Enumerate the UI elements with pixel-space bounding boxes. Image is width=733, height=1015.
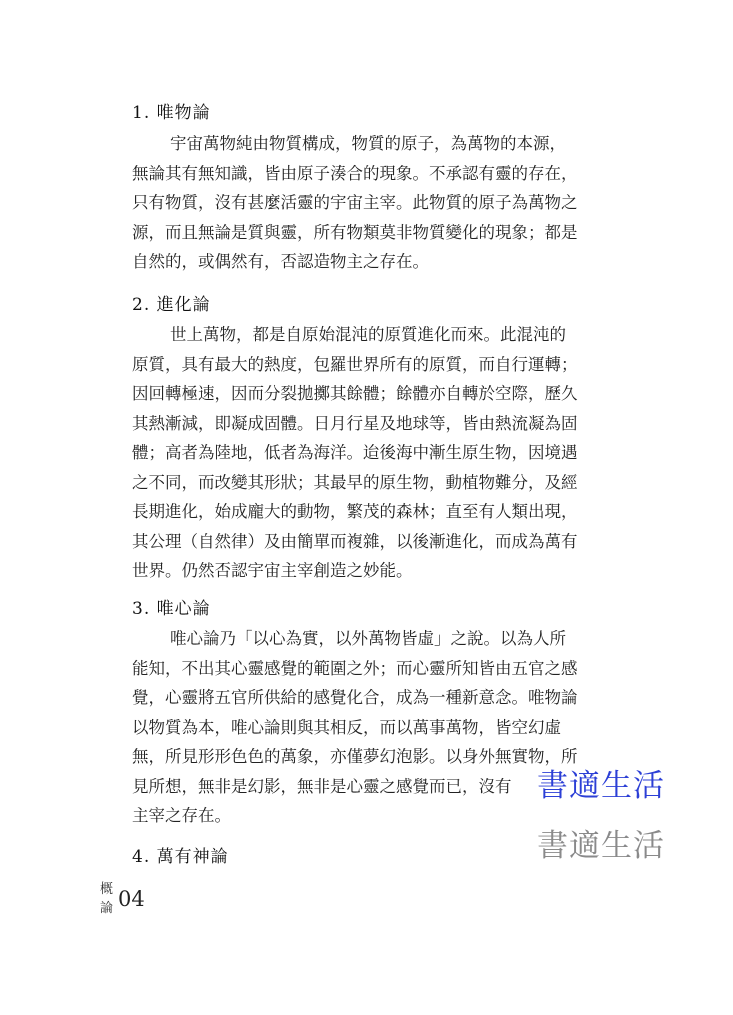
body-line: 自然的，或偶然有，否認造物主之存在。 [132,252,429,271]
body-line: 能知，不出其心靈感覺的範圍之外；而心靈所知皆由五官之感 [132,658,578,678]
section-2-heading [132,290,211,315]
section-2-number: 2. [132,295,151,315]
section-1-number: 1. [132,103,151,123]
section-2-body [132,320,632,586]
section-3-number: 3. [132,599,151,619]
section-1-title: 唯物論 [156,103,211,123]
body-line: 只有物質，沒有甚麼活靈的宇宙主宰。此物質的原子為萬物之 [132,193,578,212]
body-line: 唯心論乃「以心為實，以外萬物皆虛」之說。以為人所 [170,629,566,648]
folio-label-char: 概 [100,882,114,897]
body-line: 無論其有無知識，皆由原子湊合的現象。不承認有靈的存在， [132,163,578,183]
watermark-blue: 書適生活 [537,768,665,804]
section-3-title: 唯心論 [156,599,211,619]
section-4-number: 4. [132,847,151,867]
body-line: 長期進化，始成龐大的動物，繁茂的森林；直至有人類出現， [132,502,578,521]
body-line: 之不同，而改變其形狀；其最早的原生物，動植物難分，及經 [132,472,578,492]
body-line: 原質，具有最大的熱度，包羅世界所有的原質，而自行運轉； [132,354,578,374]
body-line: 主宰之存在。 [132,806,231,825]
body-line: 體；高者為陸地，低者為海洋。迨後海中漸生原生物，因境遇 [132,443,578,462]
section-1-body [132,129,632,277]
section-2-title: 進化論 [156,295,211,315]
section-3-heading [132,594,211,619]
body-line: 以物質為本，唯心論則與其相反，而以萬事萬物，皆空幻虛 [132,717,561,737]
section-4-title: 萬有神論 [156,847,229,867]
body-line: 源，而且無論是質與靈，所有物類莫非物質變化的現象；都是 [132,222,578,242]
body-line: 覺，心靈將五官所供給的感覺化合，成為一種新意念。唯物論 [132,688,578,707]
body-line: 世上萬物，都是自原始混沌的原質進化而來。此混沌的 [170,325,566,344]
page-number: 04 [118,887,145,911]
body-line: 宇宙萬物純由物質構成，物質的原子，為萬物的本源， [170,134,566,153]
watermark-gray: 書適生活 [537,828,665,864]
body-line: 無，所見形形色色的萬象，亦僅夢幻泡影。以身外無實物，所 [132,747,578,766]
body-line: 因回轉極速，因而分裂拋擲其餘體；餘體亦自轉於空際，歷久 [132,384,578,403]
folio-section-label [100,880,114,918]
section-4-heading [132,842,229,867]
section-1-heading [132,98,211,123]
body-line: 其公理（自然律）及由簡單而複雜，以後漸進化，而成為萬有 [132,531,578,551]
folio-label-char: 論 [100,901,114,916]
body-line: 其熱漸減，即凝成固體。日月行星及地球等，皆由熱流凝為固 [132,413,578,433]
body-line: 世界。仍然否認宇宙主宰創造之妙能。 [132,561,413,580]
body-line: 見所想，無非是幻影，無非是心靈之感覺而已，沒有 [132,776,512,796]
